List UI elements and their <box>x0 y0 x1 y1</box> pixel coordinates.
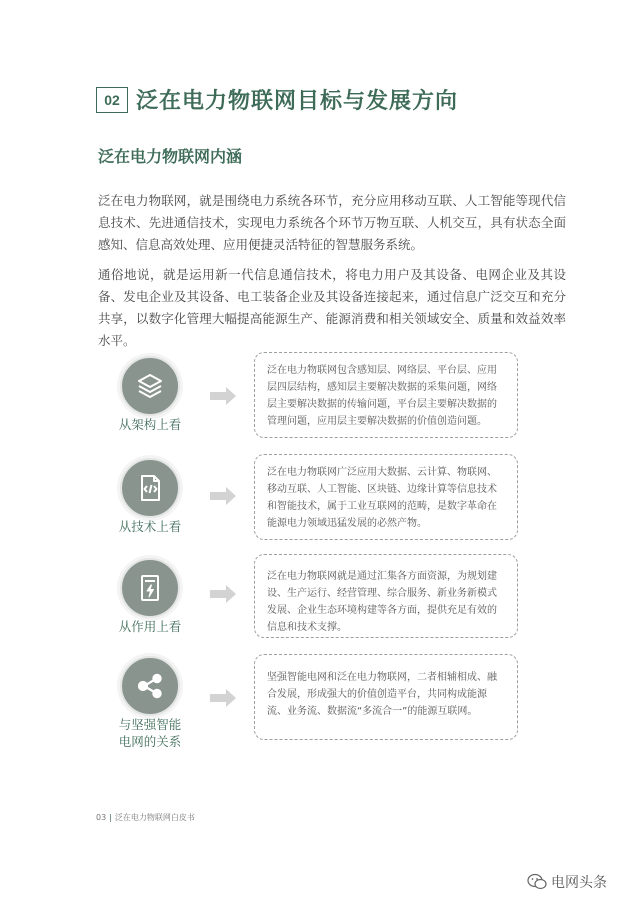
watermark-text: 电网头条 <box>551 875 607 891</box>
row-relationship <box>110 656 530 749</box>
power-document-icon <box>135 573 165 603</box>
share-network-icon <box>135 671 165 701</box>
arrow-right-icon <box>208 584 238 604</box>
section-heading <box>96 84 458 115</box>
row-function <box>110 558 530 634</box>
arrow-right-icon <box>208 688 238 708</box>
page-number: 03 <box>96 813 107 822</box>
arrow-right-icon <box>208 386 238 406</box>
row-label: 从技术上看 <box>118 519 182 534</box>
section-number: 02 <box>96 87 128 113</box>
section-subtitle: 泛在电力物联网内涵 <box>98 147 243 166</box>
icon-badge <box>120 458 180 518</box>
watermark <box>527 872 607 892</box>
info-card: 泛在电力物联网广泛应用大数据、云计算、物联网、移动互联、人工智能、区块链、边缘计算等信息技术和智能技术，属于工业互联网的范畴，是数字革命在能源电力领域迅猛发展的必然产物。 <box>254 454 518 540</box>
paragraph-definition: 泛在电力物联网，就是围绕电力系统各环节，充分应用移动互联、人工智能等现代信息技术、先进通信技术，实现电力系统各个环节万物互联、人机交互，具有状态全面感知、信息高效处理、应用便捷灵活特征的智慧服务系统。 <box>98 193 566 252</box>
layers-icon <box>135 371 165 401</box>
row-technology <box>110 458 530 534</box>
row-label: 从作用上看 <box>118 619 182 634</box>
row-architecture <box>110 356 530 432</box>
code-document-icon <box>135 473 165 503</box>
info-card: 泛在电力物联网就是通过汇集各方面资源，为规划建设、生产运行、经营管理、综合服务、新业务新模式发展、企业生态环境构建等各方面，提供充足有效的信息和技术支撑。 <box>254 554 518 638</box>
page-title: 泛在电力物联网目标与发展方向 <box>136 89 459 114</box>
page-footer: 03 | 泛在电力物联网白皮书 <box>96 813 195 822</box>
icon-badge <box>120 558 180 618</box>
document-title: 泛在电力物联网白皮书 <box>114 813 195 822</box>
info-card: 坚强智能电网和泛在电力物联网，二者相辅相成、融合发展，形成强大的价值创造平台，共同构成能源流、业务流、数据流“多流合一”的能源互联网。 <box>254 654 518 740</box>
arrow-right-icon <box>208 486 238 506</box>
info-card: 泛在电力物联网包含感知层、网络层、平台层、应用层四层结构，感知层主要解决数据的采集问题，网络层主要解决数据的传输问题，平台层主要解决数据的管理问题，应用层主要解决数据的价值创造问题。 <box>254 352 518 438</box>
icon-badge <box>120 656 180 716</box>
row-label: 与坚强智能 电网的关系 <box>118 717 182 749</box>
wechat-icon <box>527 873 547 891</box>
row-label: 从架构上看 <box>118 417 182 432</box>
paragraph-plain-explanation: 通俗地说，就是运用新一代信息通信技术，将电力用户及其设备、电网企业及其设备、发电企业及其设备、电工装备企业及其设备连接起来，通过信息广泛交互和充分共享，以数字化管理大幅提高能源生产、能源消费和相关领域安全、质量和效益效率水平。 <box>98 267 566 348</box>
icon-badge <box>120 356 180 416</box>
